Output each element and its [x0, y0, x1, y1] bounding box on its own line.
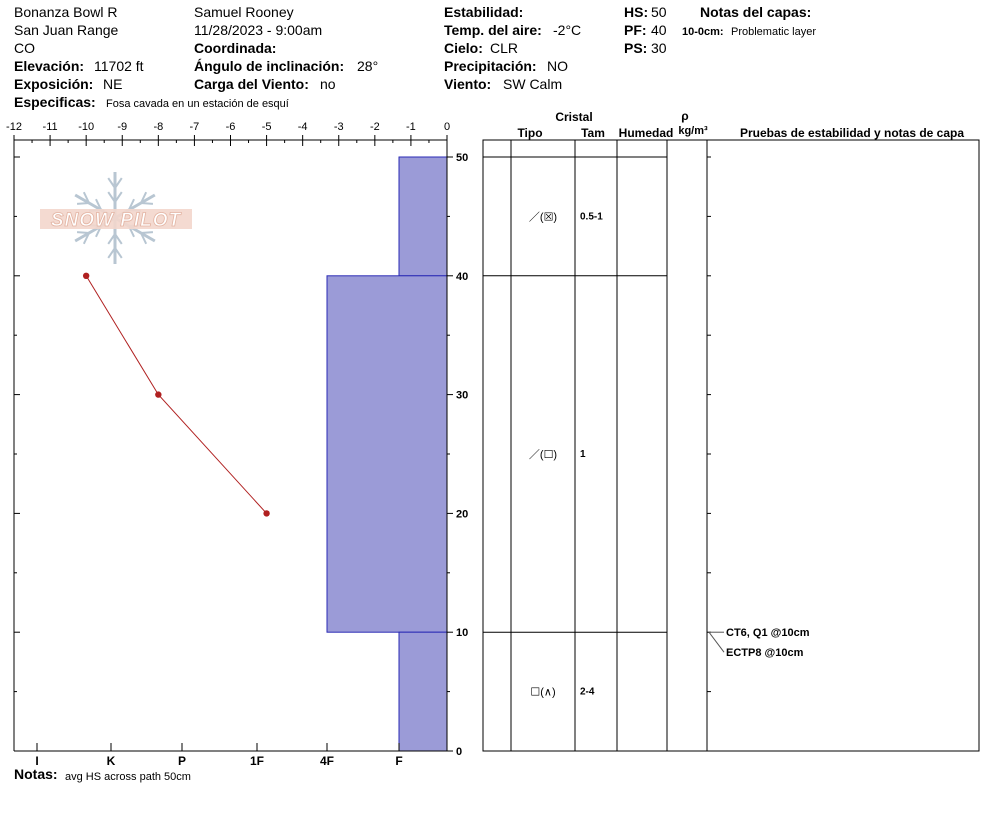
- temp-tick-label: -4: [297, 121, 308, 133]
- size-header: Tam: [581, 126, 605, 140]
- temp-tick-label: -5: [261, 121, 272, 133]
- moisture-header: Humedad: [618, 126, 674, 140]
- notes-label: Notas:: [14, 766, 58, 782]
- stability-label: Estabilidad:: [444, 4, 524, 20]
- slope-value: 28°: [357, 58, 379, 74]
- temp-tick-label: -6: [225, 121, 236, 133]
- hardness-label: I: [35, 754, 39, 768]
- crystal-size: 0.5-1: [580, 211, 603, 223]
- state-name: CO: [14, 40, 35, 56]
- hardness-label: 4F: [319, 754, 335, 768]
- tests-header: Pruebas de estabilidad y notas de capa: [739, 126, 965, 140]
- layer-note-text: Problematic layer: [731, 26, 816, 38]
- aspect-label: Exposición:: [14, 76, 94, 92]
- layer-note-depth: 10-0cm:: [682, 26, 724, 38]
- pf-label: PF:: [624, 22, 647, 38]
- hs-label: HS:: [624, 4, 649, 20]
- temperature-point: [83, 273, 89, 279]
- layer-table-frame: [483, 140, 979, 751]
- stability-test-note: ECTP8 @10cm: [726, 647, 804, 660]
- hardness-bar: [327, 276, 447, 632]
- hs-value: 50: [651, 4, 667, 20]
- depth-tick-label: 10: [456, 627, 469, 640]
- air-temp-value: -2°C: [553, 22, 582, 38]
- temperature-point: [155, 391, 161, 397]
- slope-label: Ángulo de inclinación:: [194, 58, 345, 74]
- location-name: Bonanza Bowl R: [14, 4, 118, 20]
- observer-name: Samuel Rooney: [194, 4, 294, 20]
- crystal-size: 1: [580, 449, 586, 460]
- temp-tick-label: -12: [6, 121, 22, 133]
- ps-value: 30: [651, 40, 667, 56]
- wind-label: Viento:: [444, 76, 492, 92]
- temp-tick-label: -9: [117, 121, 128, 133]
- hardness-label: F: [395, 754, 403, 768]
- wind-load-value: no: [320, 76, 336, 92]
- temp-tick-label: -3: [333, 121, 344, 133]
- temp-tick-label: -7: [189, 121, 200, 133]
- depth-tick-label: 0: [456, 746, 463, 758]
- temp-tick-label: -8: [153, 121, 164, 133]
- temperature-point: [263, 510, 269, 516]
- specifics-label: Especificas:: [14, 94, 96, 110]
- hardness-label: P: [177, 754, 187, 768]
- type-header: Tipo: [517, 126, 543, 140]
- stability-test-note: CT6, Q1 @10cm: [726, 627, 810, 640]
- pf-value: 40: [651, 22, 667, 38]
- crystal-header: Cristal: [555, 110, 593, 124]
- notes-text: avg HS across path 50cm: [65, 771, 191, 783]
- crystal-type-symbol: ／(☐): [528, 449, 558, 461]
- temp-tick-label: -11: [42, 121, 58, 133]
- coordinate-label: Coordinada:: [194, 40, 277, 56]
- air-temp-label: Temp. del aire:: [444, 22, 542, 38]
- wind-value: SW Calm: [503, 76, 563, 92]
- hardness-label: 1F: [249, 754, 265, 768]
- temp-tick-label: -1: [406, 121, 416, 133]
- snowflake-branch: [77, 203, 89, 204]
- temperature-line: [86, 276, 266, 514]
- hardness-label: K: [106, 754, 116, 768]
- range-name: San Juan Range: [14, 22, 119, 38]
- hardness-bar: [399, 157, 447, 276]
- test-leader-line: [709, 632, 724, 652]
- snowflake-branch: [141, 203, 153, 204]
- temp-tick-label: -10: [78, 121, 95, 133]
- observation-datetime: 11/28/2023 - 9:00am: [194, 22, 323, 38]
- wind-load-label: Carga del Viento:: [194, 76, 309, 92]
- temp-tick-label: 0: [443, 121, 451, 133]
- snowflake-branch: [77, 232, 89, 233]
- specifics-value: Fosa cavada en un estación de esquí: [106, 98, 289, 110]
- snowpilot-logo-text: SNOW PILOT: [50, 210, 182, 231]
- ps-label: PS:: [624, 40, 648, 56]
- precip-label: Precipitación:: [444, 58, 537, 74]
- depth-tick-label: 20: [456, 508, 469, 521]
- layer-notes-label: Notas del capas:: [700, 4, 812, 20]
- depth-tick-label: 50: [456, 152, 469, 164]
- precip-value: NO: [547, 58, 568, 74]
- snowflake-branch: [141, 232, 153, 233]
- sky-label: Cielo:: [444, 40, 483, 56]
- crystal-size: 2-4: [580, 686, 595, 698]
- elevation-value: 11702 ft: [94, 58, 144, 74]
- crystal-type-symbol: ／(☒): [528, 211, 558, 224]
- sky-value: CLR: [490, 40, 519, 56]
- elevation-label: Elevación:: [14, 58, 85, 74]
- depth-tick-label: 40: [456, 270, 469, 283]
- hardness-bar: [399, 632, 447, 751]
- depth-tick-label: 30: [456, 389, 469, 402]
- crystal-type-symbol: ☐(∧): [530, 686, 556, 699]
- density-symbol: ρ: [681, 109, 689, 123]
- density-unit: kg/m³: [678, 125, 708, 137]
- temp-tick-label: -2: [369, 121, 380, 133]
- aspect-value: NE: [103, 76, 123, 92]
